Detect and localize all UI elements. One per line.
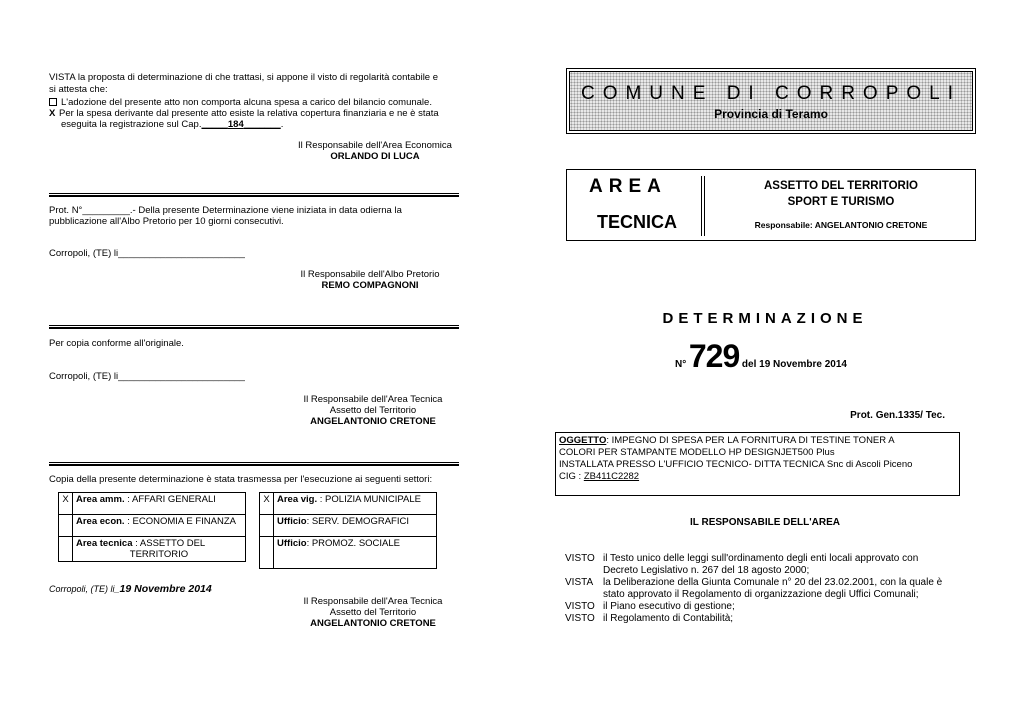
prot-gen: Prot. Gen.1335/ Tec.	[850, 410, 945, 421]
settore-mark	[59, 515, 73, 537]
settore-line-2: SPORT E TURISMO	[787, 196, 895, 208]
prot-line-1: Prot. N°_________.- Della presente Determinazione viene iniziata in data odierna la	[49, 205, 402, 216]
corropoli-date-3	[49, 583, 212, 595]
resp-tec2-sub: Assetto del Territorio	[329, 607, 417, 618]
separator-3	[49, 462, 459, 466]
settore-value: : ECONOMIA E FINANZA	[127, 516, 236, 527]
oggetto-line-2: COLORI PER STAMPANTE MODELLO HP DESIGNJET500 Plus	[559, 447, 835, 458]
settore-value: : POLIZIA MUNICIPALE	[319, 494, 421, 505]
settore-value: : AFFARI GENERALI	[127, 494, 216, 505]
resp-albo-name: REMO COMPAGNONI	[321, 280, 419, 291]
settore-cell	[274, 493, 437, 515]
resp-tec-role: Il Responsabile dell'Area Tecnica	[303, 394, 443, 405]
settore-cell	[73, 537, 246, 562]
determinazione-number: 729	[688, 338, 740, 374]
separator-1	[49, 193, 459, 197]
settore-label: Ufficio	[277, 516, 307, 527]
table-row	[59, 537, 246, 562]
cig-line	[559, 471, 956, 483]
visto-key: VISTA	[565, 577, 594, 588]
resp-econ-role: Il Responsabile dell'Area Economica	[298, 140, 452, 151]
cap-number: _____184_______	[201, 119, 281, 130]
settore-label: Area amm.	[76, 494, 125, 505]
table-row	[260, 493, 437, 515]
settore-cell	[274, 515, 437, 537]
settore-label: Area vig.	[277, 494, 318, 505]
resp-tec-name: ANGELANTONIO CRETONE	[310, 416, 436, 427]
option-no-spesa-text: L'adozione del presente atto non comporta alcuna spesa a carico del bilancio comunale.	[61, 97, 432, 108]
visto-text: il Regolamento di Contabilità;	[603, 613, 734, 624]
resp-econ-name: ORLANDO DI LUCA	[330, 151, 420, 162]
resp-tec-sub: Assetto del Territorio	[329, 405, 417, 416]
option-copertura	[49, 108, 439, 119]
table-row	[59, 493, 246, 515]
settori-table-a	[58, 492, 246, 562]
corropoli-date-3-value: 19 Novembre 2014	[119, 583, 212, 595]
corropoli-date-1: Corropoli, (TE) li________________________	[49, 248, 245, 259]
visto-item	[565, 577, 965, 603]
option-copertura-line2: eseguita la registrazione sul Cap._____184_______.	[61, 119, 284, 130]
oggetto-box	[555, 432, 960, 496]
settore-mark	[260, 515, 274, 537]
visto-key: VISTO	[565, 601, 595, 612]
visto-text: il Piano esecutivo di gestione;	[603, 601, 735, 612]
settore-value: : SERV. DEMOGRAFICI	[306, 516, 409, 527]
responsabile-line: Responsabile: ANGELANTONIO CRETONE	[754, 220, 928, 230]
settore-mark	[260, 537, 274, 569]
cig-value: ZB411C2282	[583, 471, 640, 482]
table-row	[260, 537, 437, 569]
corropoli-date-2: Corropoli, (TE) li________________________	[49, 371, 245, 382]
determinazione-number-line	[675, 338, 847, 375]
resp-tec2-name: ANGELANTONIO CRETONE	[310, 618, 436, 629]
settore-mark	[59, 537, 73, 562]
determinazione-title: DETERMINAZIONE	[662, 310, 868, 327]
visto-text: il Testo unico delle leggi sull'ordinamento degli enti locali approvato con	[603, 553, 919, 564]
determinazione-date: del 19 Novembre 2014	[741, 359, 847, 370]
area-title: AREA	[589, 176, 667, 197]
cap-number-value: 184	[227, 119, 244, 130]
resp-albo-role: Il Responsabile dell'Albo Pretorio	[300, 269, 440, 280]
checkbox-empty-icon	[49, 98, 57, 106]
settore-mark: X	[260, 493, 274, 515]
settori-table-b	[259, 492, 437, 569]
settore-label: Area tecnica	[76, 538, 133, 549]
cig-label: CIG :	[559, 471, 584, 482]
oggetto-line-1	[559, 435, 956, 447]
visto-item	[565, 553, 965, 579]
area-tecnica: TECNICA	[597, 212, 677, 232]
comune-title: COMUNE DI CORROPOLI	[580, 83, 962, 104]
number-prefix: N°	[675, 359, 687, 370]
visto-text: la Deliberazione della Giunta Comunale n° 20 del 23.02.2001, con la quale è	[603, 577, 943, 588]
area-box	[566, 169, 976, 241]
copia-trasmessa: Copia della presente determinazione è stata trasmessa per l'esecuzione ai seguenti settori:	[49, 474, 433, 485]
corropoli-date-3-prefix: Corropoli, (TE) li_	[49, 584, 120, 594]
settore-cell	[73, 493, 246, 515]
settore-value-2: TERRITORIO	[129, 549, 189, 560]
separator-2	[49, 325, 459, 329]
settore-cell	[274, 537, 437, 569]
settore-line-1: ASSETTO DEL TERRITORIO	[764, 180, 918, 192]
settore-mark: X	[59, 493, 73, 515]
settore-value: : ASSETTO DEL	[135, 538, 206, 549]
visto-text-2: stato approvato il Regolamento di organizzazione degli Uffici Comunali;	[603, 589, 919, 600]
visto-item	[565, 601, 965, 613]
option-no-spesa	[49, 97, 432, 108]
visto-key: VISTO	[565, 553, 595, 564]
visto-item	[565, 613, 965, 625]
oggetto-label: OGGETTO	[559, 435, 607, 446]
resp-tec2-role: Il Responsabile dell'Area Tecnica	[303, 596, 443, 607]
visto-text-2: Decreto Legislativo n. 267 del 18 agosto 2000;	[603, 565, 810, 576]
settore-label: Area econ.	[76, 516, 125, 527]
vista-line-1: VISTA la proposta di determinazione di che trattasi, si appone il visto di regolarità contabile e	[49, 72, 439, 83]
oggetto-text: : IMPEGNO DI SPESA PER LA FORNITURA DI TESTINE TONER A	[606, 435, 895, 446]
prot-line-2: pubblicazione all'Albo Pretorio per 10 giorni consecutivi.	[49, 216, 284, 227]
cap-prefix: eseguita la registrazione sul Cap.	[61, 119, 202, 130]
copia-conforme: Per copia conforme all'originale.	[49, 338, 184, 349]
il-responsabile-heading: IL RESPONSABILE DELL'AREA	[690, 517, 840, 528]
comune-header	[566, 68, 976, 134]
area-divider	[701, 176, 705, 236]
oggetto-line-3: INSTALLATA PRESSO L'UFFICIO TECNICO- DITTA TECNICA Snc di Ascoli Piceno	[559, 459, 913, 470]
visto-key: VISTO	[565, 613, 595, 624]
provincia: Provincia di Teramo	[714, 107, 828, 121]
settore-value: : PROMOZ. SOCIALE	[306, 538, 400, 549]
checkbox-x-mark: X	[49, 108, 56, 119]
settore-cell	[73, 515, 246, 537]
vista-line-2: si attesta che:	[49, 84, 108, 95]
settore-label: Ufficio	[277, 538, 307, 549]
table-row	[260, 515, 437, 537]
table-row	[59, 515, 246, 537]
option-copertura-line1: Per la spesa derivante dal presente atto esiste la relativa copertura finanziaria e ne è stata	[59, 108, 439, 119]
